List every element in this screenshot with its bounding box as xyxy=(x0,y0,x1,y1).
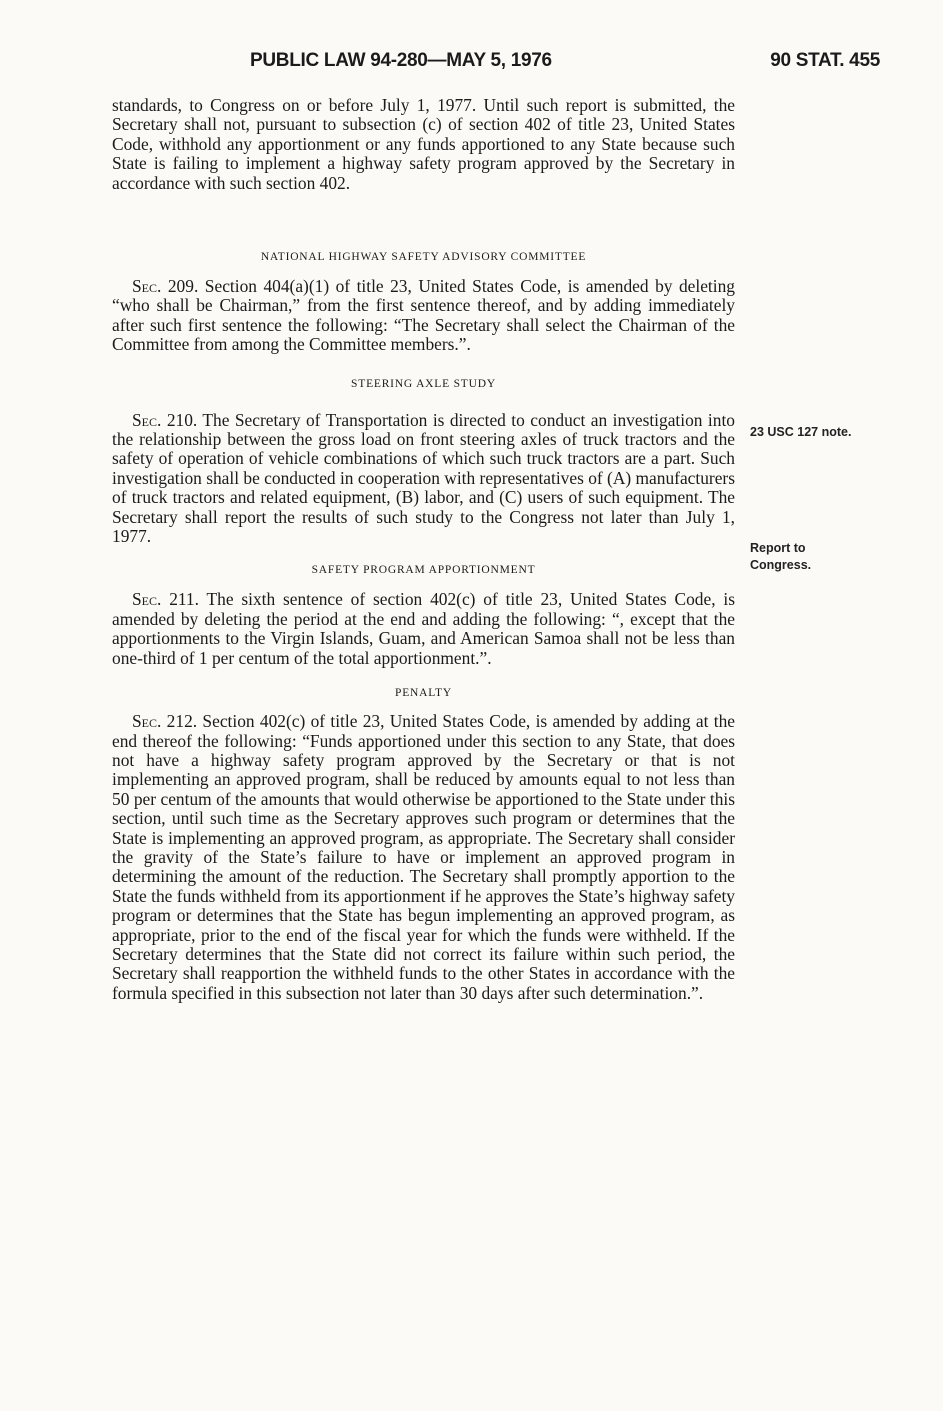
sec-number: 210. xyxy=(166,409,198,430)
section-text: The sixth sentence of section 402(c) of title 23, United States Code, is amended by deleting the period at the end and adding the following: “, except that the apportionments to the Virgin Islands, Guam, and American Samoa shall not be less than one-third of 1 per centum of the total apportionment.”. xyxy=(112,589,735,668)
sec-label: Sec. xyxy=(132,589,162,610)
section-text: Section 404(a)(1) of title 23, United States Code, is amended by deleting “who shall be Chairman,” from the first sentence thereof, and by adding immediately after such first sentence the following: “The Secretary shall select the Chairman of the Committee from among the Committee members.”. xyxy=(112,276,735,355)
heading-sec-210: STEERING AXLE STUDY xyxy=(351,377,496,390)
sec-number: 209. xyxy=(167,276,199,296)
margin-note-report-line2: Congress. xyxy=(750,558,812,572)
stat-reference: 90 STAT. 455 xyxy=(770,50,880,71)
sec-number: 212. xyxy=(166,711,198,732)
section-210-paragraph xyxy=(112,411,735,547)
continuation-paragraph: standards, to Congress on or before July 1, 1977. Until such report is submitted, the Secretary shall not, pursuant to subsection (c) of section 402 of title 23, United States Code, withhold any apportionment or any funds apportioned to any State because such State is failing to implement a highway safety program approved by the Secretary in accordance with such section 402. xyxy=(112,95,735,193)
document-body xyxy=(112,96,735,1003)
heading-sec-211: SAFETY PROGRAM APPORTIONMENT xyxy=(311,564,536,577)
section-211-paragraph xyxy=(112,590,735,668)
margin-note-report-line1: Report to xyxy=(750,541,806,555)
section-209-paragraph xyxy=(112,277,735,355)
page-header xyxy=(110,50,880,74)
law-title: PUBLIC LAW 94-280—MAY 5, 1976 xyxy=(250,50,552,71)
section-text: Section 402(c) of title 23, United States Code, is amended by adding at the end thereof the following: “Funds apportioned under this section to any State, that does not have a highway safety program approved by the Secretary or that is not implementing an approved program, shall be reduced by amounts equal to not less than 50 per centum of the amounts that would otherwise be apportioned to the State under this section, until such time as the Secretary approves such program or determines that the State is implementing an approved program, as appropriate. The Secretary shall consider the gravity of the State’s failure to have or implement an approved program in determining the amount of the reduction. The Secretary shall promptly apportion to the State the funds withheld from its apportionment if he approves the State’s highway safety program or determines that the State has begun implementing an approved program, as appropriate, prior to the end of the fiscal year for which the funds were withheld. If the Secretary determines that the State did not correct its failure within such period, the Secretary shall reapportion the withheld funds to the other States in accordance with the formula specified in this subsection not later than 30 days after such determination.”. xyxy=(112,711,735,1003)
heading-sec-209: NATIONAL HIGHWAY SAFETY ADVISORY COMMITTEE xyxy=(260,251,587,263)
section-212-paragraph xyxy=(112,712,735,1003)
sec-number: 211. xyxy=(169,589,199,610)
section-text: The Secretary of Transportation is directed to conduct an investigation into the relationship between the gross load on front steering axles of truck tractors and the safety of operation of vehicle combinations of which such truck tractors are a part. Such investigation shall be conducted in cooperation with representatives of (A) manufacturers of truck tractors and related equipment, (B) labor, and (C) users of such equipment. The Secretary shall report the results of such study to the Congress not later than July 1, 1977. xyxy=(112,409,735,547)
margin-note-usc: 23 USC 127 note. xyxy=(750,425,852,439)
sec-label: Sec. xyxy=(132,276,162,296)
heading-sec-212: PENALTY xyxy=(395,687,452,700)
margin-note-report xyxy=(750,540,811,574)
sec-label: Sec. xyxy=(132,711,162,732)
sec-label: Sec. xyxy=(132,409,162,430)
